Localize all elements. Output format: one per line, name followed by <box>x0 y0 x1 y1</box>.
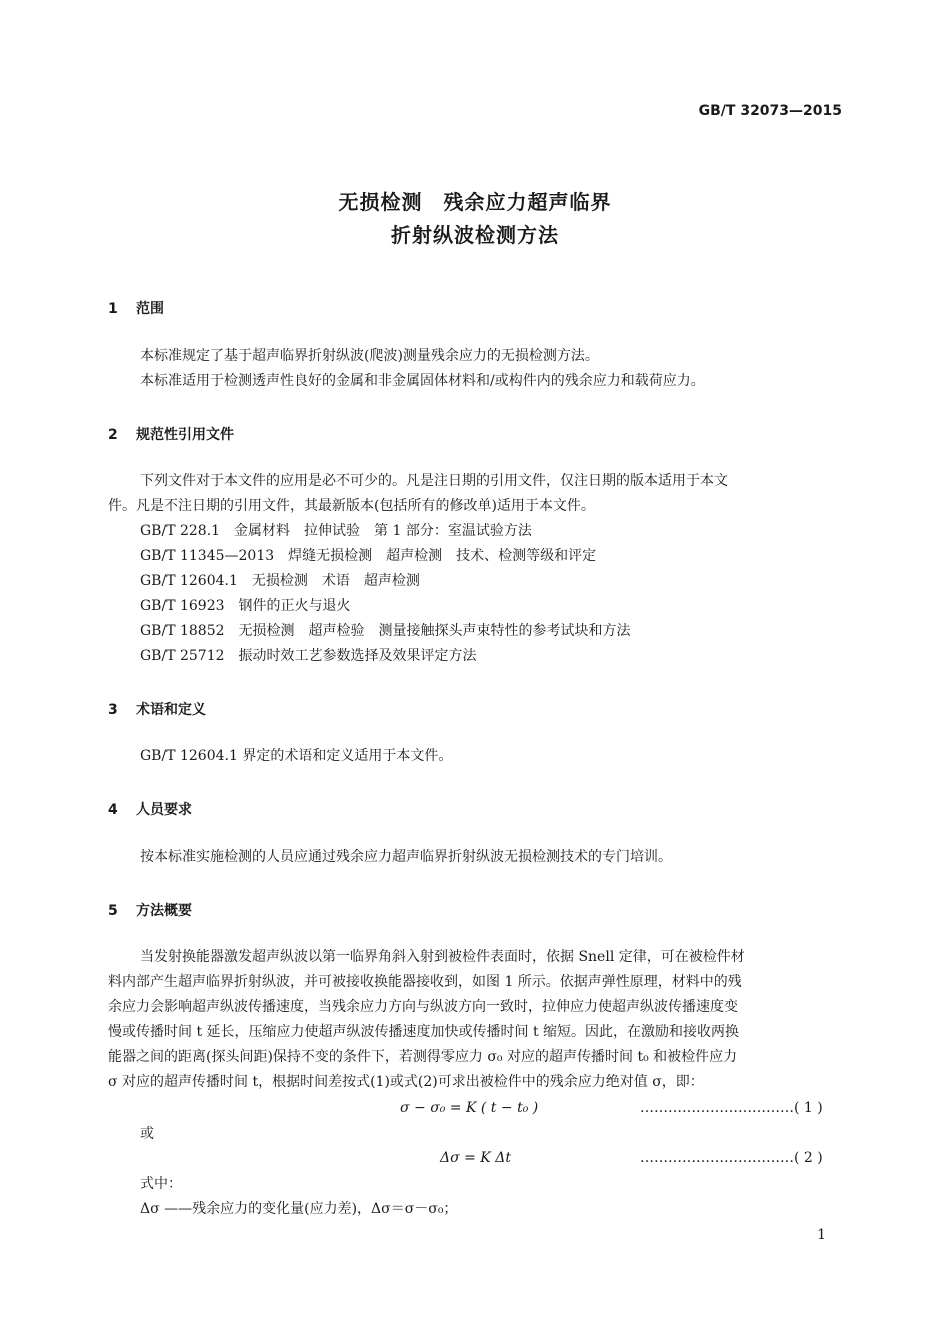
section-number: 2 <box>108 427 118 443</box>
definition-delta-sigma: Δσ ——残余应力的变化量(应力差)，Δσ＝σ－σ₀； <box>140 1201 458 1217</box>
section-number: 4 <box>108 802 118 818</box>
section-3-heading <box>108 699 206 719</box>
section-5-line: 当发射换能器激发超声纵波以第一临界角斜入射到被检件表面时，依据 Snell 定律，可在被检件材 <box>140 949 745 965</box>
section-1-heading <box>108 298 164 318</box>
section-5-line: 慢或传播时间 t 延长，压缩应力使超声纵波传播速度加快或传播时间 t 缩短。因此，在激励和接收两换 <box>108 1024 740 1040</box>
reference-item: GB/T 11345—2013 焊缝无损检测 超声检测 技术、检测等级和评定 <box>140 548 597 564</box>
section-4-heading <box>108 799 192 819</box>
section-2-intro-line-2: 件。凡是不注日期的引用文件，其最新版本(包括所有的修改单)适用于本文件。 <box>108 498 595 514</box>
section-5-line: 料内部产生超声临界折射纵波，并可被接收换能器接收到，如图 1 所示。依据声弹性原理，材料中的残 <box>108 974 742 990</box>
formula-1: σ − σ₀ = K ( t − t₀ ) <box>400 1100 539 1116</box>
section-number: 3 <box>108 702 118 718</box>
section-2-intro-line-1: 下列文件对于本文件的应用是必不可少的。凡是注日期的引用文件，仅注日期的版本适用于本文 <box>140 473 728 489</box>
section-3-para: GB/T 12604.1 界定的术语和定义适用于本文件。 <box>140 748 453 764</box>
formula-2: Δσ = K Δt <box>440 1150 511 1166</box>
section-title: 范围 <box>136 301 164 317</box>
section-number: 1 <box>108 301 118 317</box>
section-title: 人员要求 <box>136 802 192 818</box>
formula-2-number: ……………………………( 2 ) <box>640 1150 823 1166</box>
formula-1-number: ……………………………( 1 ) <box>640 1100 823 1116</box>
section-title: 方法概要 <box>136 903 192 919</box>
reference-item: GB/T 16923 钢件的正火与退火 <box>140 598 351 614</box>
where-label: 式中： <box>140 1176 182 1192</box>
section-5-heading <box>108 900 192 920</box>
section-5-line: σ 对应的超声传播时间 t，根据时间差按式(1)或式(2)可求出被检件中的残余应力绝对值 σ，即： <box>108 1074 704 1090</box>
reference-item: GB/T 12604.1 无损检测 术语 超声检测 <box>140 573 420 589</box>
section-4-para: 按本标准实施检测的人员应通过残余应力超声临界折射纵波无损检测技术的专门培训。 <box>140 849 672 865</box>
page-number: 1 <box>817 1227 826 1243</box>
section-1-para-1: 本标准规定了基于超声临界折射纵波(爬波)测量残余应力的无损检测方法。 <box>140 348 599 364</box>
or-text: 或 <box>140 1126 154 1142</box>
section-title: 规范性引用文件 <box>136 427 234 443</box>
reference-item: GB/T 18852 无损检测 超声检验 测量接触探头声束特性的参考试块和方法 <box>140 623 631 639</box>
reference-item: GB/T 228.1 金属材料 拉伸试验 第 1 部分：室温试验方法 <box>140 523 532 539</box>
document-title-line2: 折射纵波检测方法 <box>391 223 559 247</box>
section-1-para-2: 本标准适用于检测透声性良好的金属和非金属固体材料和/或构件内的残余应力和载荷应力。 <box>140 373 705 389</box>
section-5-line: 余应力会影响超声纵波传播速度，当残余应力方向与纵波方向一致时，拉伸应力使超声纵波传播速度变 <box>108 999 738 1015</box>
section-title: 术语和定义 <box>136 702 206 718</box>
section-5-line: 能器之间的距离(探头间距)保持不变的条件下，若测得零应力 σ₀ 对应的超声传播时间 t₀ 和被检件应力 <box>108 1049 738 1065</box>
standard-number: GB/T 32073—2015 <box>698 103 842 119</box>
document-title-line1: 无损检测 残余应力超声临界 <box>338 190 612 214</box>
section-number: 5 <box>108 903 118 919</box>
reference-item: GB/T 25712 振动时效工艺参数选择及效果评定方法 <box>140 648 477 664</box>
section-2-heading <box>108 424 234 444</box>
